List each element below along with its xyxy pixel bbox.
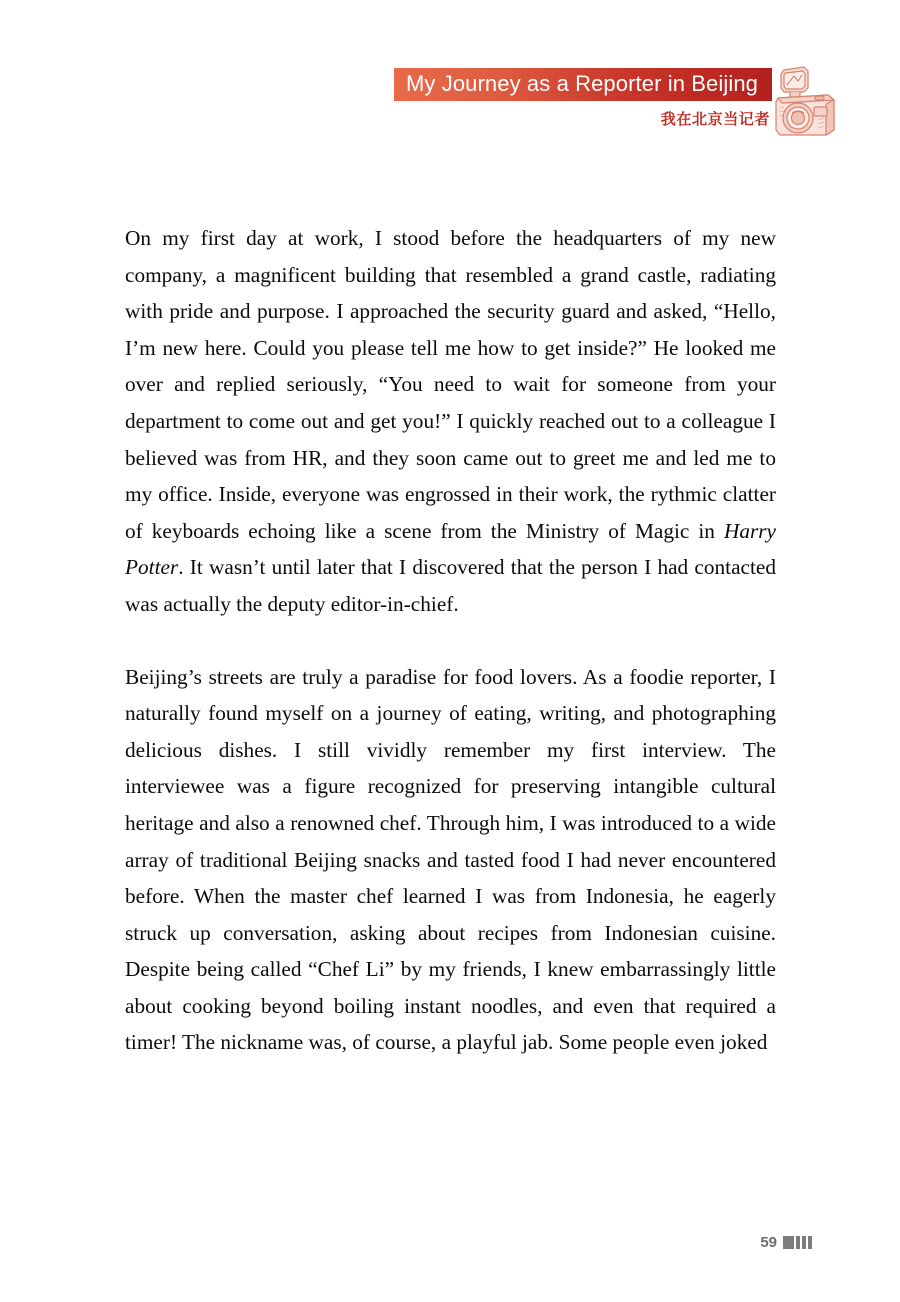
footer-mark bbox=[808, 1236, 812, 1249]
footer-mark bbox=[783, 1236, 794, 1249]
paragraph-1: On my first day at work, I stood before the headquarters of my new company, a magnificent building that resembled a grand castle, radiating with pride and purpose. I approached the security guard and asked, “Hello, I’m new here. Could you please tell me how to get inside?” He looked me over and replied seriously, “You need to wait for someone from your department to come out and get you!” I quickly reached out to a colleague I believed was from HR, and they soon came out to greet me and led me to my office. Inside, everyone was engrossed in their work, the rythmic clatter of keyboards echoing like a scene from the Ministry of Magic in Harry Potter. It wasn’t until later that I discovered that the person I had contacted was actually the deputy editor-in-chief. bbox=[125, 226, 776, 616]
footer-decoration bbox=[783, 1236, 812, 1249]
chapter-title: My Journey as a Reporter in Beijing bbox=[406, 70, 758, 96]
footer-mark bbox=[796, 1236, 800, 1249]
article-body bbox=[125, 220, 776, 1061]
page-footer bbox=[760, 1235, 812, 1250]
book-title-italic: Harry Potter bbox=[125, 518, 776, 580]
chapter-subtitle-chinese: 我在北京当记者 bbox=[660, 110, 770, 128]
chapter-banner bbox=[394, 68, 772, 101]
header-content bbox=[394, 68, 838, 142]
paragraph-2: Beijing’s streets are truly a paradise for food lovers. As a foodie reporter, I naturally found myself on a journey of eating, writing, and photographing delicious dishes. I still vividly remember my first interview. The interviewee was a figure recognized for preserving intangible cultural heritage and also a renowned chef. Through him, I was introduced to a wide array of traditional Beijing snacks and tasted food I had never encountered before. When the master chef learned I was from Indonesia, he eagerly struck up conversation, asking about recipes from Indonesian cuisine. Despite being called “Chef Li” by my friends, I knew embarrassingly little about cooking beyond boiling instant noodles, and even that required a timer! The nickname was, of course, a playful jab. Some people even joked bbox=[125, 664, 776, 1055]
camera-icon bbox=[774, 62, 838, 142]
header-titles bbox=[394, 68, 772, 129]
footer-mark bbox=[802, 1236, 806, 1249]
page-number: 59 bbox=[760, 1234, 777, 1251]
page-header bbox=[0, 0, 900, 170]
